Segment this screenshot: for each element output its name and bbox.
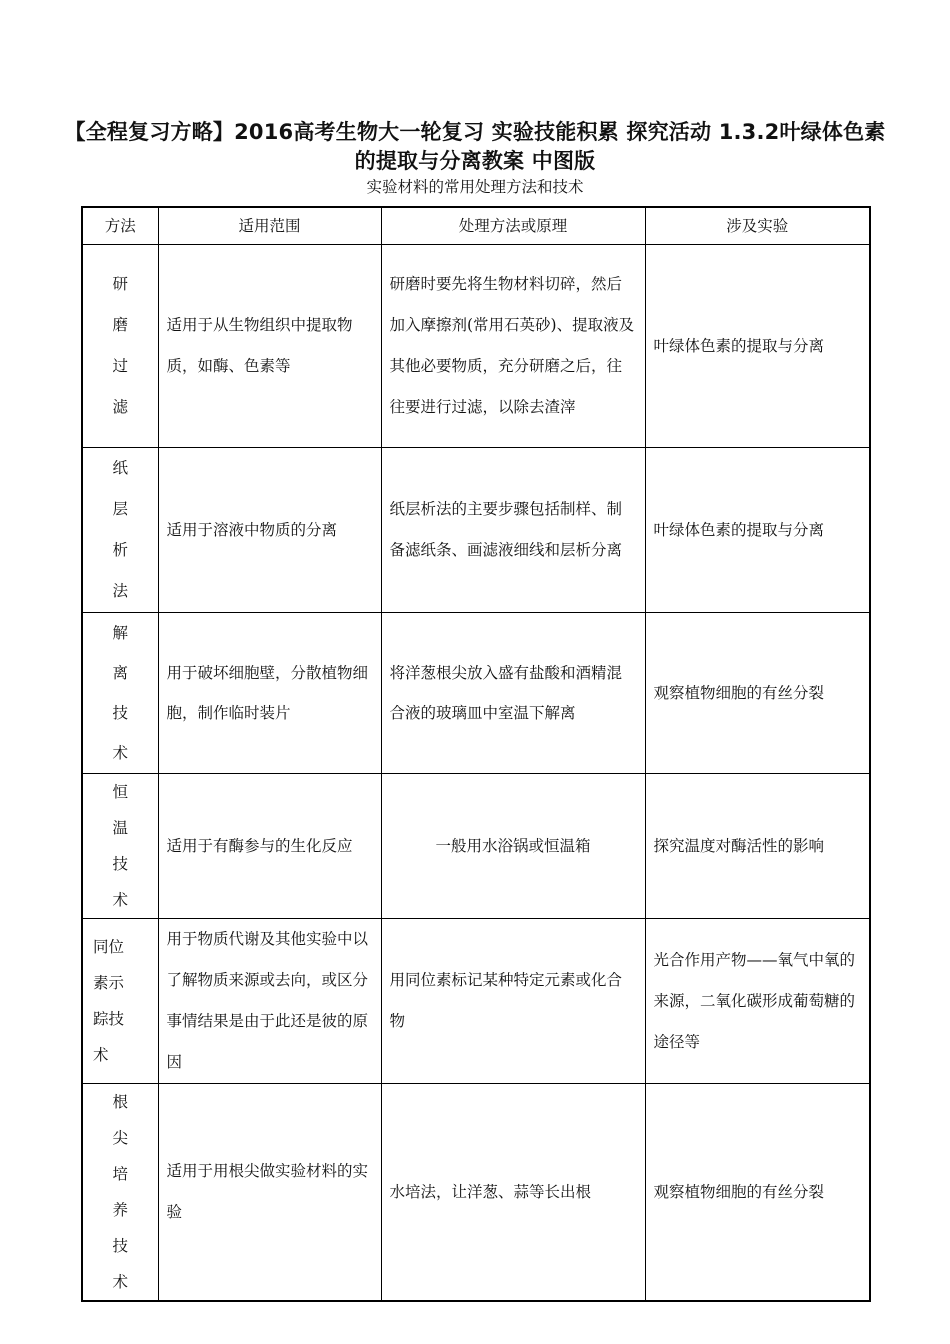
principle-cell: 研磨时要先将生物材料切碎，然后加入摩擦剂(常用石英砂)、提取液及其他必要物质，充分研磨之后，往往要进行过滤，以除去渣滓 bbox=[381, 245, 645, 448]
scope-cell: 用于破坏细胞壁，分散植物细胞，制作临时装片 bbox=[158, 613, 381, 774]
table-row bbox=[82, 1084, 870, 1302]
document-title: 【全程复习方略】2016高考生物大一轮复习 实验技能积累 探究活动 1.3.2叶绿体色素的提取与分离教案 中图版 bbox=[64, 120, 886, 173]
table-row bbox=[82, 613, 870, 774]
principle-cell: 一般用水浴锅或恒温箱 bbox=[381, 774, 645, 919]
method-cell: 同位素示踪技术 bbox=[82, 919, 158, 1084]
scope-cell: 适用于有酶参与的生化反应 bbox=[158, 774, 381, 919]
experiment-cell: 观察植物细胞的有丝分裂 bbox=[645, 613, 870, 774]
scope-cell: 适用于用根尖做实验材料的实验 bbox=[158, 1084, 381, 1302]
table-row bbox=[82, 448, 870, 613]
experiment-cell: 光合作用产物——氧气中氧的来源，二氧化碳形成葡萄糖的途径等 bbox=[645, 919, 870, 1084]
table-caption: 实验材料的常用处理方法和技术 bbox=[366, 178, 584, 196]
table-header-row bbox=[82, 207, 870, 245]
header-method: 方法 bbox=[82, 207, 158, 245]
methods-table bbox=[81, 206, 871, 1302]
header-experiment: 涉及实验 bbox=[645, 207, 870, 245]
method-cell: 根尖培养技术 bbox=[82, 1084, 158, 1302]
experiment-cell: 探究温度对酶活性的影响 bbox=[645, 774, 870, 919]
method-cell: 解离技术 bbox=[82, 613, 158, 774]
principle-cell: 将洋葱根尖放入盛有盐酸和酒精混合液的玻璃皿中室温下解离 bbox=[381, 613, 645, 774]
experiment-cell: 观察植物细胞的有丝分裂 bbox=[645, 1084, 870, 1302]
principle-cell: 用同位素标记某种特定元素或化合物 bbox=[381, 919, 645, 1084]
scope-cell: 适用于溶液中物质的分离 bbox=[158, 448, 381, 613]
method-cell: 研磨过滤 bbox=[82, 245, 158, 448]
scope-cell: 用于物质代谢及其他实验中以了解物质来源或去向，或区分事情结果是由于此还是彼的原因 bbox=[158, 919, 381, 1084]
table-row bbox=[82, 919, 870, 1084]
principle-cell: 纸层析法的主要步骤包括制样、制备滤纸条、画滤液细线和层析分离 bbox=[381, 448, 645, 613]
header-scope: 适用范围 bbox=[158, 207, 381, 245]
method-cell: 恒温技术 bbox=[82, 774, 158, 919]
experiment-cell: 叶绿体色素的提取与分离 bbox=[645, 245, 870, 448]
scope-cell: 适用于从生物组织中提取物质，如酶、色素等 bbox=[158, 245, 381, 448]
experiment-cell: 叶绿体色素的提取与分离 bbox=[645, 448, 870, 613]
table-row bbox=[82, 774, 870, 919]
principle-cell: 水培法，让洋葱、蒜等长出根 bbox=[381, 1084, 645, 1302]
header-principle: 处理方法或原理 bbox=[381, 207, 645, 245]
method-cell: 纸层析法 bbox=[82, 448, 158, 613]
table-row bbox=[82, 245, 870, 448]
